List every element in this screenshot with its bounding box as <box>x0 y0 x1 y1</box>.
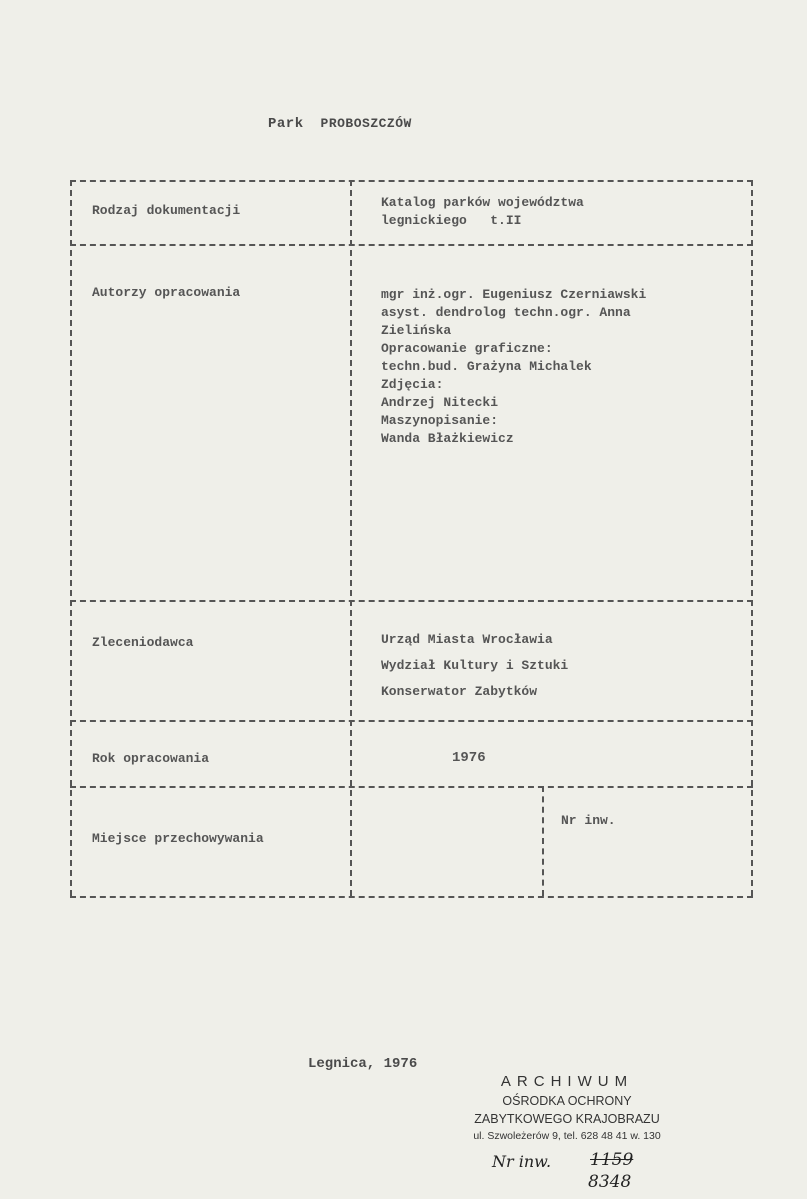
title-prefix: Park <box>268 116 304 132</box>
page-title <box>268 116 412 132</box>
label-rok: Rok opracowania <box>92 751 210 766</box>
handwritten-inv-label: Nr inw. <box>492 1152 552 1171</box>
photos-heading: Zdjęcia: <box>381 377 444 392</box>
stamp-line: ARCHIWUM <box>500 1073 634 1090</box>
table-rule-right <box>751 180 753 896</box>
value-rok: 1976 <box>452 750 486 766</box>
value-rodzaj-dokumentacji <box>381 194 584 230</box>
table-rule-middle <box>350 180 352 896</box>
table-rule-bottom <box>70 896 753 898</box>
handwritten-new-number: 8348 <box>588 1172 632 1192</box>
table-rule <box>70 600 753 602</box>
author-line: Zielińska <box>381 323 452 338</box>
place-date: Legnica, 1976 <box>308 1056 418 1072</box>
table-rule <box>70 786 753 788</box>
label-nr-inw: Nr inw. <box>561 813 616 828</box>
label-miejsce: Miejsce przechowywania <box>92 831 264 846</box>
value-line: legnickiego t.II <box>381 213 522 228</box>
title-name: PROBOSZCZÓW <box>320 116 412 131</box>
value-autorzy <box>381 286 646 448</box>
value-line: Wydział Kultury i Sztuki <box>381 658 569 673</box>
stamp-line: ul. Szwoleżerów 9, tel. 628 48 41 w. 130 <box>473 1130 661 1142</box>
archive-stamp <box>462 1072 672 1144</box>
value-line: Katalog parków województwa <box>381 195 584 210</box>
table-rule <box>70 244 753 246</box>
author-line: asyst. dendrolog techn.ogr. Anna <box>381 305 631 320</box>
author-line: mgr inż.ogr. Eugeniusz Czerniawski <box>381 287 647 302</box>
table-rule-top <box>70 180 753 182</box>
graphic-name: techn.bud. Grażyna Michalek <box>381 359 592 374</box>
table-rule-inner <box>542 786 544 896</box>
handwritten-old-number: 1159 <box>590 1150 634 1170</box>
value-zleceniodawca <box>381 627 568 705</box>
table-rule <box>70 720 753 722</box>
label-rodzaj-dokumentacji: Rodzaj dokumentacji <box>92 203 241 218</box>
stamp-line: OŚRODKA OCHRONY <box>502 1094 632 1108</box>
value-line: Urząd Miasta Wrocławia <box>381 632 553 647</box>
value-line: Konserwator Zabytków <box>381 684 538 699</box>
photos-name: Andrzej Nitecki <box>381 395 499 410</box>
typing-heading: Maszynopisanie: <box>381 413 499 428</box>
label-autorzy: Autorzy opracowania <box>92 285 241 300</box>
typing-name: Wanda Błażkiewicz <box>381 431 514 446</box>
table-rule-left <box>70 180 72 896</box>
stamp-line: ZABYTKOWEGO KRAJOBRAZU <box>474 1112 660 1126</box>
graphic-heading: Opracowanie graficzne: <box>381 341 553 356</box>
label-zleceniodawca: Zleceniodawca <box>92 635 194 650</box>
